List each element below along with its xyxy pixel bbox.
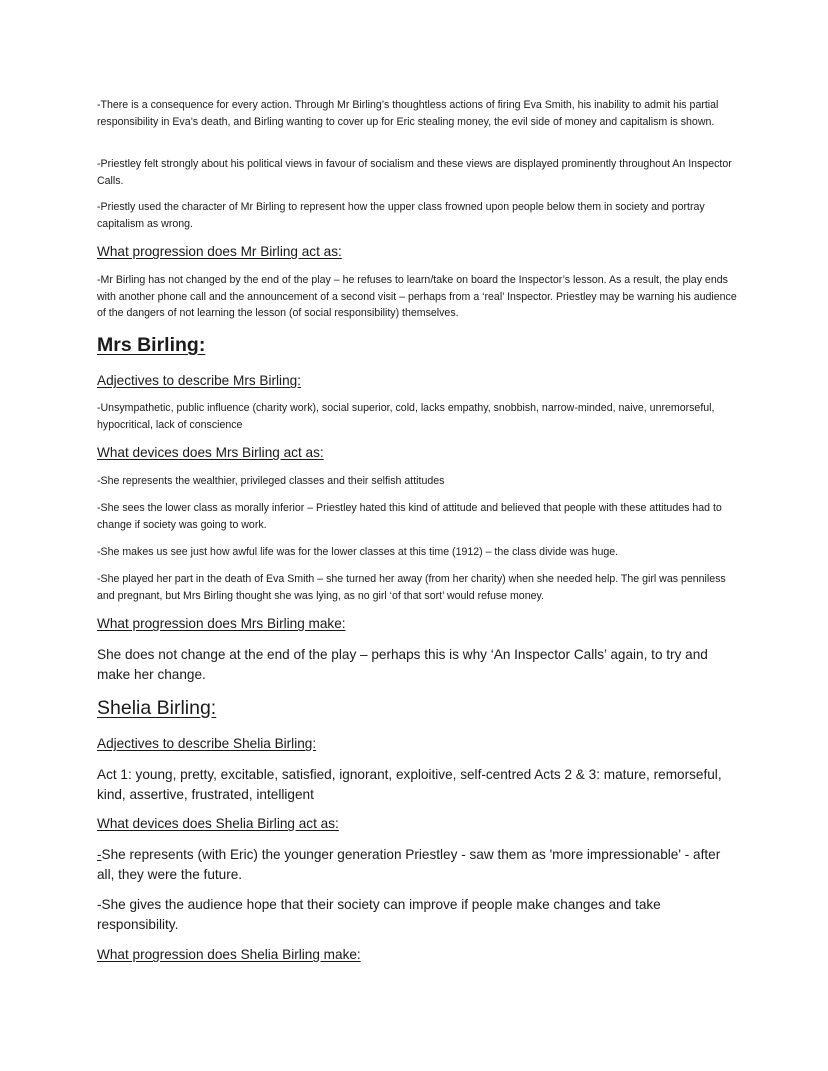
device-text: She represents (with Eric) the younger generation Priestley - saw them as 'more impressionable' - after all, they were the future. (97, 847, 721, 882)
shelia-birling-device-younger-generation (97, 845, 737, 885)
mrs-birling-device-inferior: -She sees the lower class as morally inferior – Priestley hated this kind of attitude and believed that people with these attitudes had to change if society was going to work. (97, 502, 722, 531)
mrs-birling-device-lower-classes: -She makes us see just how awful life was for the lower classes at this time (1912) – the class divide was huge. (97, 546, 619, 558)
mrs-birling-adjectives-heading: Adjectives to describe Mrs Birling: (97, 373, 301, 388)
shelia-birling-adjectives-heading: Adjectives to describe Shelia Birling: (97, 736, 317, 751)
mr-birling-paragraph-upper-class: -Priestly used the character of Mr Birling to represent how the upper class frowned upon people below them in society and portray capitalism as wrong. (97, 201, 705, 230)
mr-birling-progression-text: -Mr Birling has not changed by the end of the play – he refuses to learn/take on board the Inspector’s lesson. As a result, the play ends with another phone call and the announcement of a second visit – perhaps from a ‘real’ Inspector. Priestley may be warning his audience of the dangers of not learning the lesson (of social responsibility) themselves. (97, 274, 737, 319)
shelia-birling-progression-heading: What progression does Shelia Birling make: (97, 947, 361, 962)
mr-birling-progression-heading: What progression does Mr Birling act as: (97, 244, 342, 259)
shelia-birling-adjectives-text: Act 1: young, pretty, excitable, satisfied, ignorant, exploitive, self-centred Acts 2 & 3: mature, remorseful, kind, assertive, frustrated, intelligent (97, 767, 722, 802)
mrs-birling-device-eva-smith: -She played her part in the death of Eva Smith – she turned her away (from her charity) when she needed help. The girl was penniless and pregnant, but Mrs Birling thought she was lying, as no girl ‘of that sort’ would refuse money. (97, 573, 726, 602)
shelia-birling-devices-heading: What devices does Shelia Birling act as: (97, 816, 339, 831)
mrs-birling-title: Mrs Birling: (97, 334, 206, 356)
device-dash: - (97, 847, 102, 862)
mr-birling-paragraph-socialism: -Priestley felt strongly about his political views in favour of socialism and these views are displayed prominently throughout An Inspector Calls. (97, 158, 732, 187)
mrs-birling-device-wealthier: -She represents the wealthier, privileged classes and their selfish attitudes (97, 475, 445, 487)
mrs-birling-progression-text: She does not change at the end of the play – perhaps this is why ‘An Inspector Calls’ again, to try and make her change. (97, 647, 708, 682)
shelia-birling-device-hope: -She gives the audience hope that their society can improve if people make changes and take responsibility. (97, 897, 661, 932)
mrs-birling-progression-heading: What progression does Mrs Birling make: (97, 616, 346, 631)
mr-birling-paragraph-consequence: -There is a consequence for every action. Through Mr Birling’s thoughtless actions of firing Eva Smith, his inability to admit his partial responsibility in Eva’s death, and Birling wanting to cover up for Eric stealing money, the evil side of money and capitalism is shown. (97, 99, 719, 128)
shelia-birling-title: Shelia Birling: (97, 697, 217, 719)
mrs-birling-devices-heading: What devices does Mrs Birling act as: (97, 445, 324, 460)
mrs-birling-adjectives-text: -Unsympathetic, public influence (charity work), social superior, cold, lacks empathy, snobbish, narrow-minded, naive, unremorseful, hypocritical, lack of conscience (97, 402, 715, 431)
